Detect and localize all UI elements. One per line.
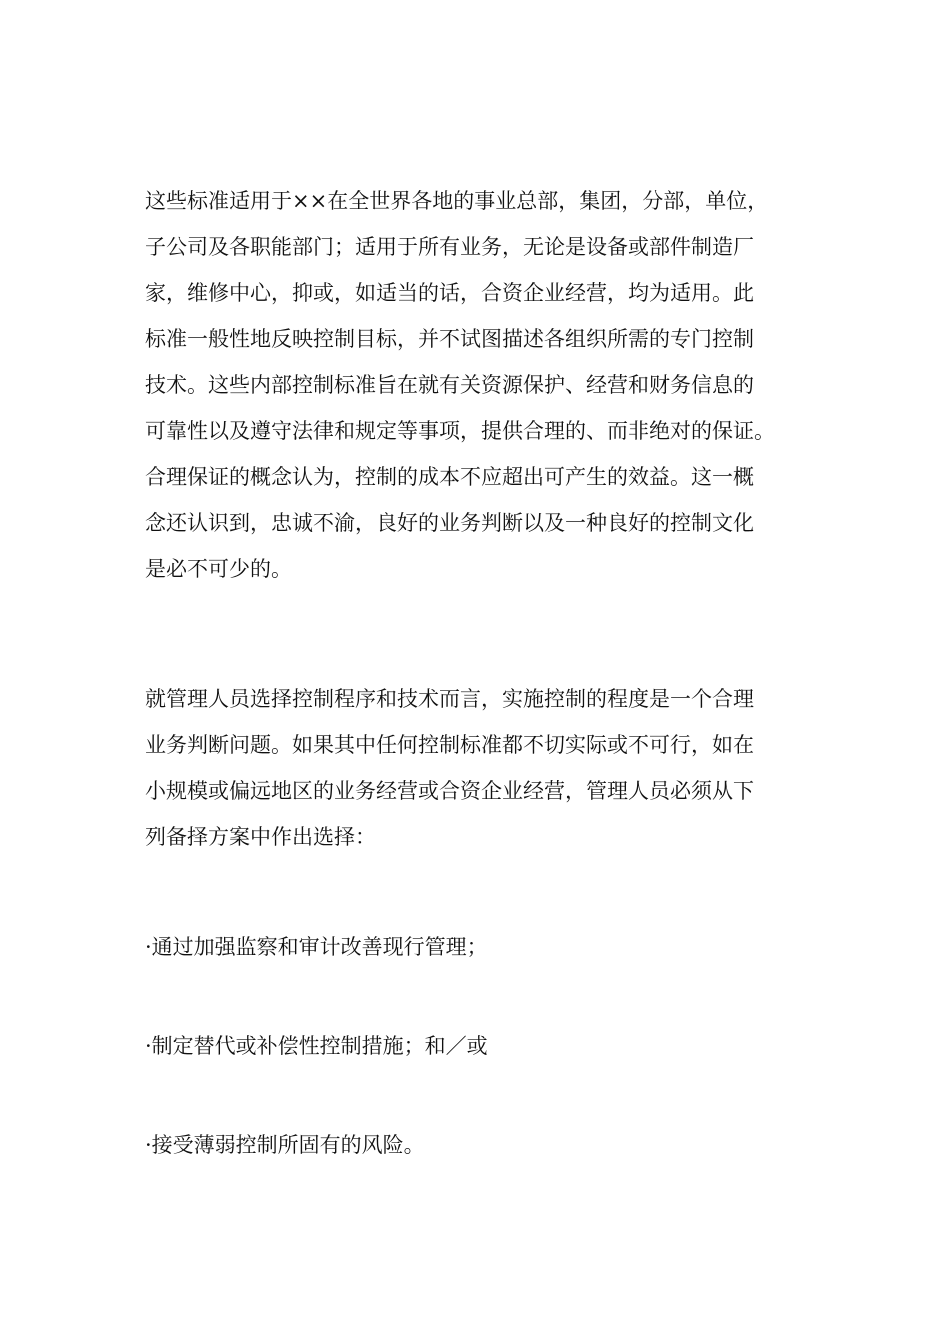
bullet-text: ·制定替代或补偿性控制措施；和／或 — [145, 1034, 488, 1058]
paragraph-scope — [145, 178, 815, 592]
bullet-item-compensating-controls — [145, 1023, 815, 1069]
paragraph-line: 是必不可少的。 — [145, 557, 292, 581]
paragraph-line: 子公司及各职能部门；适用于所有业务，无论是设备或部件制造厂 — [145, 235, 754, 259]
paragraph-line: 可靠性以及遵守法律和规定等事项，提供合理的、而非绝对的保证。 — [145, 419, 775, 443]
paragraph-line: 小规模或偏远地区的业务经营或合资企业经营，管理人员必须从下 — [145, 779, 754, 803]
paragraph-line: 业务判断问题。如果其中任何控制标准都不切实际或不可行，如在 — [145, 733, 754, 757]
paragraph-management-choice — [145, 676, 815, 860]
paragraph-line: 就管理人员选择控制程序和技术而言，实施控制的程度是一个合理 — [145, 687, 754, 711]
paragraph-line: 列备择方案中作出选择： — [145, 825, 376, 849]
paragraph-line: 合理保证的概念认为，控制的成本不应超出可产生的效益。这一概 — [145, 465, 754, 489]
bullet-item-accept-risk — [145, 1122, 815, 1168]
bullet-text: ·通过加强监察和审计改善现行管理； — [145, 935, 488, 959]
paragraph-line: 家，维修中心，抑或，如适当的话，合资企业经营，均为适用。此 — [145, 281, 754, 305]
paragraph-line: 技术。这些内部控制标准旨在就有关资源保护、经营和财务信息的 — [145, 373, 754, 397]
paragraph-line: 念还认识到，忠诚不渝，良好的业务判断以及一种良好的控制文化 — [145, 511, 754, 535]
paragraph-line: 这些标准适用于××在全世界各地的事业总部，集团，分部，单位， — [145, 189, 769, 213]
paragraph-line: 标准一般性地反映控制目标，并不试图描述各组织所需的专门控制 — [145, 327, 754, 351]
bullet-item-improve-management — [145, 924, 815, 970]
bullet-text: ·接受薄弱控制所固有的风险。 — [145, 1133, 425, 1157]
